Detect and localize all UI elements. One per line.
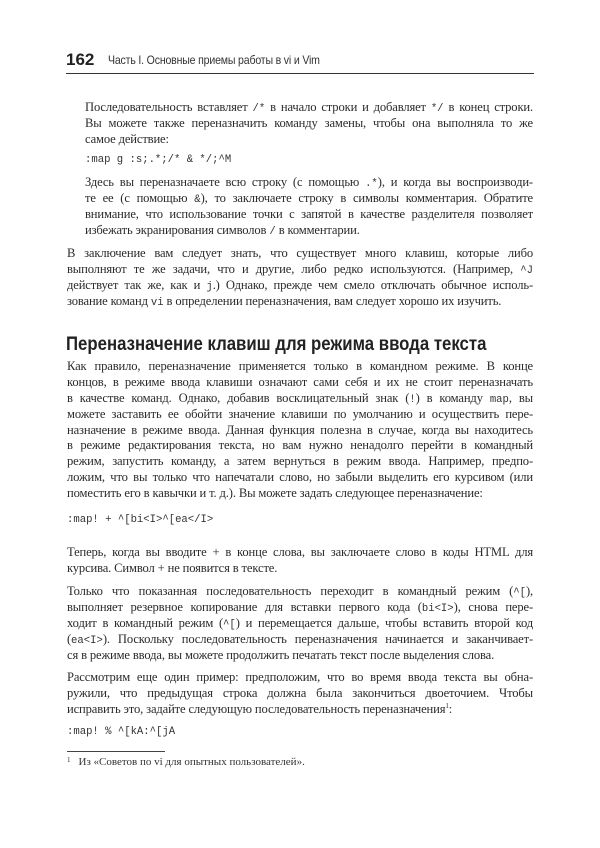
text-run: избежать экранирования символов — [85, 222, 270, 237]
text-run: .) Однако, прежде чем смело отключать обычное исполь- — [212, 277, 533, 292]
text-run: выполняют те же задачи, что и другие, либо редко используются. (Например, — [67, 261, 521, 276]
text-line — [67, 686, 533, 702]
inline-code: & — [194, 193, 201, 206]
text-run: Теперь, когда вы вводите + в конце слова, вы заключаете слово в коды HTML для — [67, 545, 533, 559]
text-run: Как правило, переназначение применяется только в командном режиме. В конце — [67, 359, 533, 373]
running-title: Часть I. Основные приемы работы в vi и Vim — [108, 53, 320, 67]
text-run: ), — [525, 584, 533, 598]
text-run: ходит в командный режим ( — [67, 615, 224, 630]
text-line — [85, 223, 533, 239]
paragraph — [85, 175, 533, 239]
footnote-ref: 1 — [445, 701, 449, 710]
inline-code: ! — [409, 393, 416, 406]
text-run: ) в команду — [415, 390, 490, 405]
text-run: исправить это, задайте следующую последовательность переназначения — [67, 701, 446, 716]
footnote-mark: 1 — [67, 756, 71, 764]
text-line — [67, 391, 533, 407]
text-run: поместить его в кавычки и т. д.). Вы можете задать следующее переназначение: — [67, 486, 483, 501]
text-run: в конец строки. — [443, 100, 534, 114]
inline-code: ^J — [520, 264, 533, 277]
footnote-text: Из «Советов по vi для опытных пользователей». — [78, 756, 305, 768]
text-run: ружили, что предыдущая строка должна была закончиться двоеточием. Чтобы — [67, 685, 533, 700]
text-run: в определении переназначения, вам следует хорошо их изучить. — [163, 293, 502, 308]
paragraph — [67, 246, 533, 310]
text-line — [85, 175, 533, 191]
text-line — [67, 670, 533, 686]
text-line — [67, 584, 533, 600]
text-run: ), и когда вы воспроизводи- — [377, 175, 533, 189]
text-run: в комментарии. — [275, 222, 360, 237]
inline-code: bi<I> — [421, 602, 454, 615]
text-run: внимание, что использование точки с запятой в качестве разделителя позволяет — [85, 206, 533, 221]
header-rule — [66, 73, 534, 74]
text-line — [67, 407, 533, 423]
text-run: Последовательность вставляет — [85, 100, 253, 114]
inline-code: map — [489, 393, 509, 406]
text-run: ), снова пере- — [453, 599, 533, 614]
text-run: , вы — [508, 390, 533, 405]
text-line — [67, 359, 533, 375]
text-run: Рассмотрим еще один пример: предположим, что во время ввода текста вы обна- — [67, 670, 533, 684]
text-line — [67, 278, 533, 294]
paragraph — [67, 584, 533, 663]
text-run: ). Поскольку последовательность переназначения начинается и заканчивает- — [102, 631, 533, 646]
paragraph — [67, 545, 533, 577]
text-run: те ее (с помощью — [85, 190, 195, 205]
paragraph — [85, 100, 533, 148]
section-heading: Переназначение клавиш для режима ввода текста — [66, 333, 487, 355]
text-run: Вы можете также переназначить команду замены, чтобы она выполняла то же — [85, 115, 533, 130]
text-line — [67, 246, 533, 262]
text-line — [67, 616, 533, 632]
text-run: Только что показанная последовательность переходит в командный режим ( — [67, 584, 514, 598]
paragraph — [67, 359, 533, 502]
text-line — [85, 191, 533, 207]
text-run: ложим, что вы только что напечатали слово, но забыли выделить его курсивом (или — [67, 470, 533, 485]
inline-code: ^[ — [223, 618, 236, 631]
text-run: ся в режиме ввода, вы можете продолжить печатать текст после выделения слова. — [67, 647, 495, 662]
text-line — [67, 423, 533, 439]
text-line — [67, 454, 533, 470]
text-run: в режиме редактирования текста, но вам нужно ненадолго перейти в командный — [67, 438, 533, 453]
footnote-rule — [67, 751, 165, 752]
text-run: курсива. Символ + не появится в тексте. — [67, 560, 278, 575]
text-line — [85, 207, 533, 223]
text-run: назначение в режиме ввода. Данная функция полезна в случае, когда вы находитесь — [67, 422, 533, 437]
code-example: :map! + ^[bi<I>^[ea</I> — [67, 514, 214, 526]
paragraph — [67, 670, 533, 718]
inline-code: ^[ — [513, 587, 526, 599]
text-line — [67, 262, 533, 278]
text-line — [67, 294, 533, 310]
text-run: зование команд — [67, 293, 151, 308]
text-line — [67, 470, 533, 486]
inline-code: vi — [150, 296, 164, 309]
inline-code: j — [206, 280, 213, 293]
text-run: в качестве команд. Однако, добавив восклицательный знак ( — [67, 390, 410, 405]
text-run: режим, запустить команду, а затем вернуться в режим ввода. Например, предпо- — [67, 454, 533, 469]
text-line — [67, 632, 533, 648]
text-run: самое действие: — [85, 131, 169, 146]
inline-code: /* — [252, 103, 266, 115]
text-run: выполняет резервное копирование для вставки первого кода ( — [67, 599, 422, 614]
inline-code: / — [269, 225, 276, 238]
page-number: 162 — [66, 50, 95, 69]
text-run: ), то заключаете строку в символы комментария. Обратите — [200, 190, 533, 205]
text-run: ( — [67, 631, 72, 646]
text-run: в начало строки и добавляет — [265, 100, 431, 114]
text-line — [67, 600, 533, 616]
code-example: :map g :s;.*;/* & */;^M — [85, 154, 232, 166]
text-line — [85, 116, 533, 132]
text-line — [67, 545, 533, 561]
inline-code: ea<I> — [71, 634, 103, 647]
text-line — [85, 132, 533, 148]
text-run: В заключение вам следует знать, что существует много клавиш, которые либо — [67, 246, 533, 260]
text-run: действует так же, как и — [67, 277, 207, 292]
text-line — [67, 375, 533, 391]
text-run: ) и перемещается дальше, чтобы вставить второй код — [235, 615, 534, 630]
text-run: : — [448, 701, 453, 716]
text-run: концов, в режиме ввода клавиши означают сами себя и их не стоит переназначать — [67, 374, 533, 389]
text-line — [67, 702, 533, 718]
text-line — [67, 648, 533, 664]
inline-code: */ — [430, 103, 444, 115]
inline-code: .* — [365, 178, 378, 190]
footnote — [67, 756, 305, 768]
text-line — [85, 100, 533, 116]
text-run: Здесь вы переназначаете всю строку (с помощью — [85, 175, 366, 189]
text-line — [67, 561, 533, 577]
text-run: можете заставить ее обойти значение клавиши по умолчанию и осуществить пере- — [67, 406, 533, 421]
code-example: :map! % ^[kA:^[jA — [67, 726, 176, 738]
text-line — [67, 438, 533, 454]
text-line — [67, 486, 533, 502]
